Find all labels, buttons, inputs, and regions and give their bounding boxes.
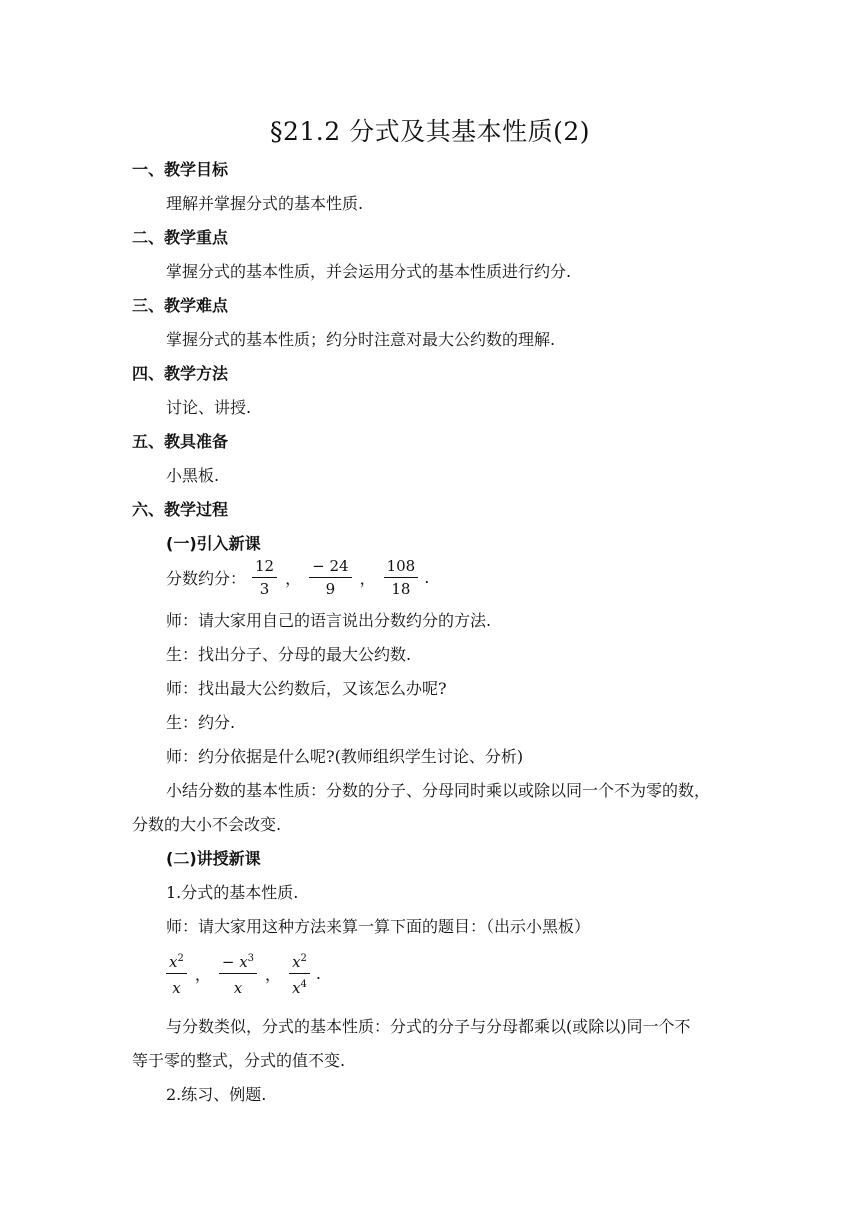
property-line-1: 与分数类似，分式的基本性质：分式的分子与分母都乘以(或除以)同一个不 [166, 1017, 691, 1036]
dialogue-line: 师：找出最大公约数后，又该怎么办呢? [166, 679, 447, 698]
fraction-bar [289, 973, 310, 974]
subsection-heading-teaching: (二)讲授新课 [166, 849, 261, 868]
fraction-denominator: $x^4$ [292, 979, 307, 997]
dialogue-line: 生：约分. [166, 713, 236, 732]
comma: ， [285, 569, 302, 588]
fraction-denominator: 3 [259, 580, 270, 598]
dialogue-line: 生：找出分子、分母的最大公约数. [166, 645, 412, 664]
fraction-numerator: 12 [255, 557, 275, 575]
item-basic-property: 1.分式的基本性质. [166, 883, 299, 902]
algebraic-fraction-row [166, 950, 321, 997]
comma: ， [359, 569, 376, 588]
fraction-numerator: $x^2$ [292, 953, 307, 971]
fraction-numerator: − $x^3$ [221, 953, 255, 971]
section-heading-key-points: 二、教学重点 [132, 228, 229, 247]
section-text-difficulties: 掌握分式的基本性质；约分时注意对最大公约数的理解. [166, 330, 556, 349]
fraction-bar [166, 973, 187, 974]
fraction-denominator: x [172, 979, 181, 997]
summary-line-2: 分数的大小不会改变. [132, 815, 282, 834]
algebraic-fraction [289, 950, 310, 997]
fraction-prompt: 分数约分： [166, 569, 247, 588]
dialogue-line: 师：约分依据是什么呢?(教师组织学生讨论、分析) [166, 747, 524, 766]
algebraic-fraction [219, 950, 257, 997]
fraction [384, 557, 419, 598]
fraction-numerator: $x^2$ [169, 953, 184, 971]
fraction-bar [384, 577, 419, 578]
fraction-bar [219, 973, 257, 974]
fraction-example-row [166, 557, 429, 598]
fraction-bar [252, 577, 277, 578]
section-heading-materials: 五、教具准备 [132, 432, 229, 451]
property-line-2: 等于零的整式，分式的值不变. [132, 1051, 346, 1070]
section-heading-process: 六、教学过程 [132, 500, 229, 519]
fraction [252, 557, 277, 598]
dialogue-line: 师：请大家用自己的语言说出分数约分的方法. [166, 611, 492, 630]
section-text-objectives: 理解并掌握分式的基本性质. [166, 194, 364, 213]
fraction [309, 557, 351, 598]
teacher-instruction: 师：请大家用这种方法来算一算下面的题目：（出示小黑板） [166, 917, 591, 936]
fraction-numerator: − 24 [312, 557, 349, 575]
section-heading-objectives: 一、教学目标 [132, 160, 229, 179]
item-exercises: 2.练习、例题. [166, 1085, 267, 1104]
section-heading-difficulties: 三、教学难点 [132, 296, 229, 315]
period: . [424, 568, 430, 587]
subsection-heading-intro: (一)引入新课 [166, 534, 261, 553]
fraction-denominator: x [233, 979, 243, 997]
section-text-materials: 小黑板. [166, 466, 220, 485]
summary-line-1: 小结分数的基本性质：分数的分子、分母同时乘以或除以同一个不为零的数， [166, 781, 711, 800]
section-text-key-points: 掌握分式的基本性质，并会运用分式的基本性质进行约分. [166, 262, 572, 281]
page-title: §21.2 分式及其基本性质(2) [269, 117, 591, 146]
fraction-denominator: 9 [325, 580, 336, 598]
comma: ， [265, 965, 282, 984]
section-text-methods: 讨论、讲授. [166, 398, 252, 417]
period: . [315, 964, 321, 983]
comma: ， [194, 965, 211, 984]
fraction-denominator: 18 [391, 580, 411, 598]
algebraic-fraction [166, 950, 187, 997]
fraction-numerator: 108 [386, 557, 416, 575]
fraction-bar [309, 577, 351, 578]
section-heading-methods: 四、教学方法 [132, 364, 229, 383]
